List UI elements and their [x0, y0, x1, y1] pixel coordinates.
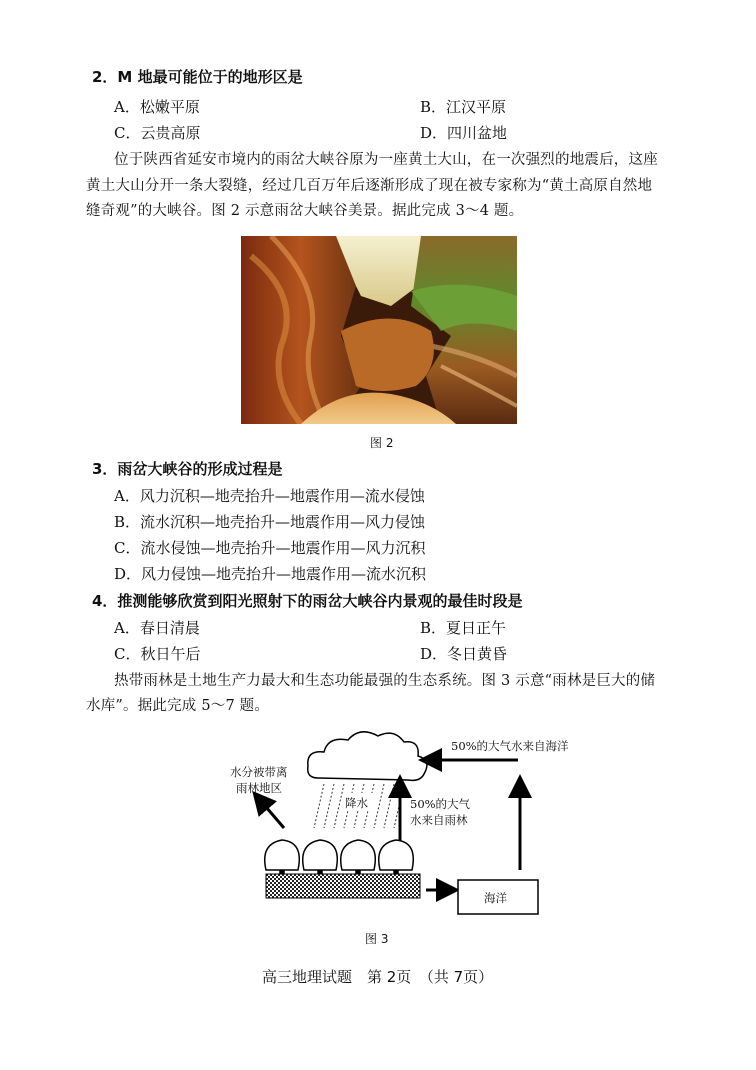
passage2-line: 水库”。据此完成 5～7 题。 — [86, 698, 270, 714]
label-ocean: 海洋 — [484, 891, 507, 905]
q2-stem: 2．M 地最可能位于的地形区是 — [92, 68, 303, 86]
label-leave-rainforest-1: 水分被带离 — [230, 765, 288, 779]
q2-option-c: C．云贵高原 — [114, 124, 201, 142]
passage1-line: 位于陕西省延安市境内的雨岔大峡谷原为一座黄土大山，在一次强烈的地震后，这座 — [114, 152, 658, 168]
q4-option-a: A．春日清晨 — [114, 619, 200, 637]
q4-stem: 4．推测能够欣赏到阳光照射下的雨岔大峡谷内景观的最佳时段是 — [92, 592, 523, 610]
passage1-line: 黄土大山分开一条大裂缝，经过几百万年后逐渐形成了现在被专家称为“黄土高原自然地 — [86, 178, 653, 194]
q3-stem: 3．雨岔大峡谷的形成过程是 — [92, 460, 283, 478]
q3-option-a: A．风力沉积—地壳抬升—地震作用—流水侵蚀 — [114, 487, 425, 505]
q2-option-b: B．江汉平原 — [420, 98, 507, 116]
figure3-caption: 图 3 — [365, 932, 389, 946]
q4-option-d: D．冬日黄昏 — [420, 645, 508, 663]
q4-option-b: B．夏日正午 — [420, 619, 507, 637]
trees-icon — [265, 840, 414, 874]
q2-option-d: D．四川盆地 — [420, 124, 508, 142]
cloud-icon — [308, 732, 427, 781]
q3-option-b: B．流水沉积—地壳抬升—地震作用—风力侵蚀 — [114, 513, 426, 531]
q4-option-c: C．秋日午后 — [114, 645, 201, 663]
figure2-caption: 图 2 — [370, 436, 394, 450]
label-leave-rainforest-2: 雨林地区 — [236, 781, 282, 795]
q3-option-d: D．风力侵蚀—地壳抬升—地震作用—流水沉积 — [114, 565, 427, 583]
label-forest-source-2: 水来自雨林 — [410, 813, 468, 827]
canyon-photo — [241, 236, 517, 424]
passage1-line: 缝奇观”的大峡谷。图 2 示意雨岔大峡谷美景。据此完成 3～4 题。 — [86, 203, 524, 219]
page-footer: 高三地理试题 第 2页 （共 7页） — [262, 968, 494, 986]
q3-option-c: C．流水侵蚀—地壳抬升—地震作用—风力沉积 — [114, 539, 426, 557]
label-forest-source-1: 50%的大气 — [410, 797, 471, 811]
label-ocean-source: 50%的大气水来自海洋 — [451, 739, 569, 753]
passage2-line: 热带雨林是土地生产力最大和生态功能最强的生态系统。图 3 示意“雨林是巨大的储 — [114, 673, 656, 689]
label-rain: 降水 — [345, 796, 368, 810]
soil-layer — [266, 874, 420, 898]
q2-option-a: A．松嫩平原 — [114, 98, 200, 116]
